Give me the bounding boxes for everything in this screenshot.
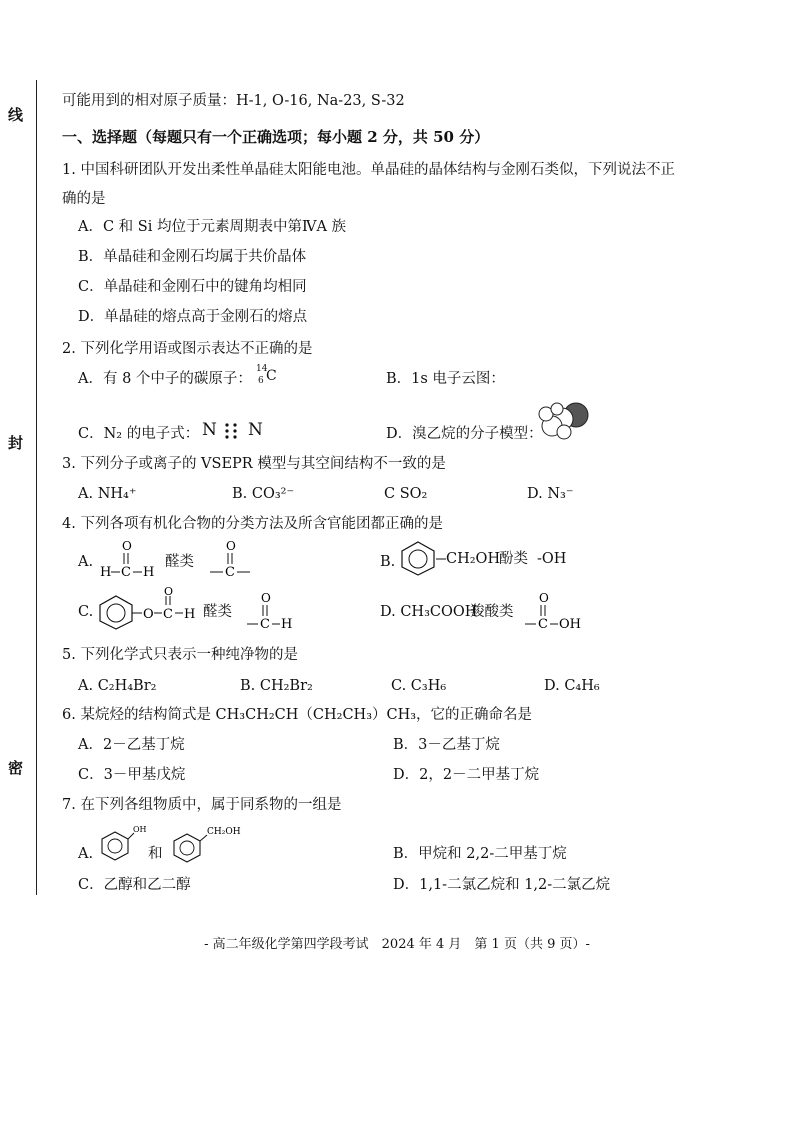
q6-option-d: D．2，2－二甲基丁烷 <box>393 767 540 783</box>
carbon-14-isotope: 14 6 C <box>256 364 277 386</box>
svg-text:C: C <box>538 617 548 632</box>
svg-text:CH₂OH: CH₂OH <box>207 827 241 837</box>
q4-option-b-class: 酚类 <box>499 551 528 567</box>
svg-text:OH: OH <box>559 617 581 632</box>
q3-option-a: A. NH₄⁺ <box>78 486 137 502</box>
q3-stem: 3. 下列分子或离子的 VSEPR 模型与其空间结构不一致的是 <box>62 456 446 472</box>
svg-text:C: C <box>163 607 173 622</box>
binding-char-line: 线 <box>8 106 24 124</box>
q4-option-c-label: C. <box>78 604 94 620</box>
phenol-structure <box>98 822 147 864</box>
q5-option-b: B. CH₂Br₂ <box>240 678 313 694</box>
svg-text:O: O <box>164 585 174 598</box>
svg-text:O: O <box>226 539 236 553</box>
q2-option-b: B．1s 电子云图： <box>386 371 505 387</box>
svg-text:C: C <box>225 565 235 580</box>
svg-text:O: O <box>122 539 132 553</box>
q7-stem: 7. 在下列各组物质中，属于同系物的一组是 <box>62 797 342 813</box>
q1-option-b: B．单晶硅和金刚石均属于共价晶体 <box>78 249 307 265</box>
q4-option-b-group: -OH <box>537 551 567 567</box>
n2-electron-formula: N N <box>200 418 270 446</box>
svg-text:OH: OH <box>133 825 147 834</box>
bond-line <box>436 557 446 561</box>
q3-option-c: C SO₂ <box>384 486 428 502</box>
q4-option-b-label: B. <box>380 554 396 570</box>
q7-option-b: B．甲烷和 2,2-二甲基丁烷 <box>393 846 567 862</box>
svg-text:H: H <box>100 565 112 580</box>
atomic-masses: 可能用到的相对原子质量：H-1, O-16, Na-23, S-32 <box>62 93 405 109</box>
q4-option-a-label: A. <box>78 554 94 570</box>
q3-option-b: B. CO₃²⁻ <box>232 486 295 502</box>
q5-option-d: D. C₄H₆ <box>544 678 600 694</box>
binding-margin-line <box>36 80 37 895</box>
page-footer: - 高二年级化学第四学段考试 2024 年 4 月 第 1 页（共 9 页）- <box>204 937 590 952</box>
svg-text:O: O <box>261 591 271 605</box>
q7-option-d: D．1,1-二氯乙烷和 1,2-二氯乙烷 <box>393 877 611 893</box>
q1-option-c: C．单晶硅和金刚石中的键角均相同 <box>78 279 307 295</box>
svg-text:O: O <box>143 607 154 622</box>
section-title: 一、选择题（每题只有一个正确选项；每小题 2 分，共 50 分） <box>62 128 490 146</box>
q4-option-d-class: 羧酸类 <box>470 604 514 620</box>
q4-stem: 4. 下列各项有机化合物的分类方法及所含官能团都正确的是 <box>62 516 443 532</box>
q4-option-d-label: D. CH₃COOH <box>380 604 478 620</box>
q2-option-d: D．溴乙烷的分子模型： <box>386 426 543 442</box>
q1-stem-line1: 1. 中国科研团队开发出柔性单晶硅太阳能电池。单晶硅的晶体结构与金刚石类似，下列说法不正 <box>62 162 675 178</box>
aldehyde-group <box>244 590 296 634</box>
q4-option-c-class: 醛类 <box>203 604 232 620</box>
q1-option-a: A．C 和 Si 均位于元素周期表中第ⅣA 族 <box>78 219 347 235</box>
q2-stem: 2. 下列化学用语或图示表达不正确的是 <box>62 341 313 357</box>
svg-text:H: H <box>281 617 293 632</box>
q6-stem: 6. 某烷烃的结构简式是 CH₃CH₂CH（CH₂CH₃）CH₃，它的正确命名是 <box>62 707 533 723</box>
bromoethane-model-icon <box>536 400 592 442</box>
benzene-ring-icon <box>398 540 438 576</box>
svg-text:H: H <box>143 565 155 580</box>
binding-char-secret: 密 <box>8 759 24 777</box>
binding-char-seal: 封 <box>8 434 24 452</box>
q5-option-c: C. C₃H₆ <box>391 678 447 694</box>
q4-option-b-formula: CH₂OH <box>446 551 501 567</box>
carbonyl-group <box>206 538 256 582</box>
svg-text:C: C <box>260 617 270 632</box>
formaldehyde-structure <box>96 538 158 582</box>
q3-option-d: D. N₃⁻ <box>527 486 574 502</box>
svg-text:O: O <box>539 591 549 605</box>
q1-stem-line2: 确的是 <box>62 191 106 207</box>
q5-stem: 5. 下列化学式只表示一种纯净物的是 <box>62 647 298 663</box>
q6-option-c: C．3－甲基戊烷 <box>78 767 186 783</box>
q1-option-d: D．单晶硅的熔点高于金刚石的熔点 <box>78 309 308 325</box>
phenyl-formate-structure <box>96 585 202 634</box>
svg-text:H: H <box>184 607 196 622</box>
q7-option-a-label: A. <box>78 846 94 862</box>
q7-option-a-joiner: 和 <box>148 846 163 862</box>
q5-option-a: A. C₂H₄Br₂ <box>78 678 157 694</box>
svg-text:C: C <box>121 565 131 580</box>
benzyl-alcohol-structure <box>170 824 250 866</box>
q6-option-b: B．3－乙基丁烷 <box>393 737 500 753</box>
q2-option-a: A．有 8 个中子的碳原子： <box>78 371 252 387</box>
q4-option-a-class: 醛类 <box>165 554 194 570</box>
triple-bond-dots-icon <box>220 421 246 443</box>
q2-option-c: C．N₂ 的电子式： <box>78 426 200 442</box>
q6-option-a: A．2－乙基丁烷 <box>78 737 185 753</box>
q7-option-c: C．乙醇和乙二醇 <box>78 877 191 893</box>
carboxyl-group <box>522 590 586 634</box>
